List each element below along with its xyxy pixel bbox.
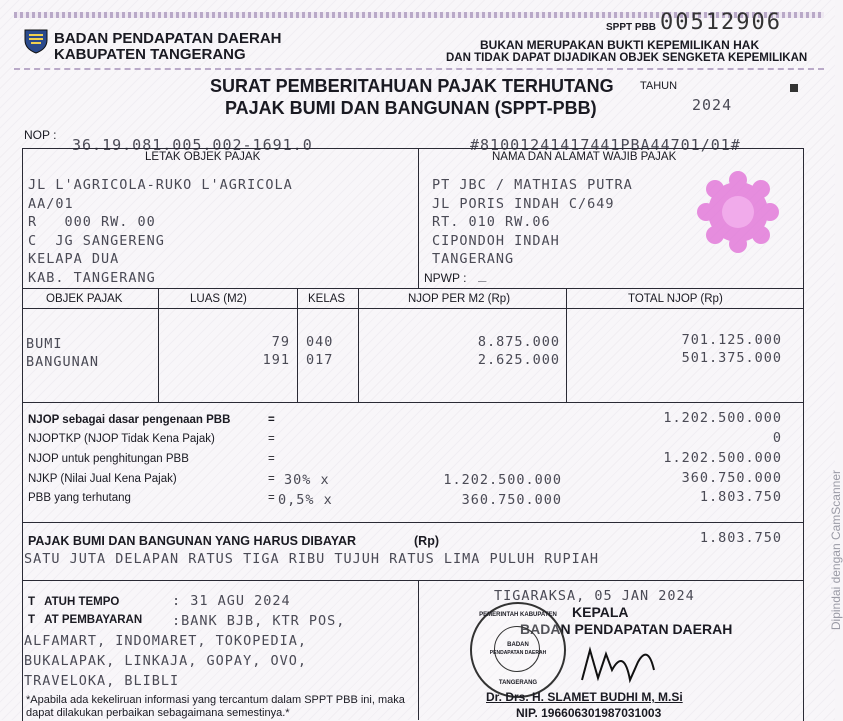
payable-terbilang: SATU JUTA DELAPAN RATUS TIGA RIBU TUJUH RATUS LIMA PULUH RUPIAH bbox=[24, 551, 600, 567]
njop-hitung-value: 1.202.500.000 bbox=[663, 450, 782, 466]
pbb-value: 1.803.750 bbox=[699, 489, 782, 505]
row-kelas: 017 bbox=[306, 352, 334, 368]
pbb-base: 360.750.000 bbox=[461, 492, 562, 508]
njkp-label: NJKP (Nilai Jual Kena Pajak) bbox=[28, 473, 177, 485]
scanner-watermark: Dipindai dengan CamScanner bbox=[829, 470, 843, 631]
row-luas: 191 bbox=[262, 352, 290, 368]
npwp-value: _ bbox=[478, 266, 488, 282]
jatuh-tempo-label: T ATUH TEMPO bbox=[28, 596, 120, 608]
col-divider bbox=[158, 288, 159, 402]
header-divider bbox=[14, 68, 824, 70]
badan-label: BADAN PENDAPATAN DAERAH bbox=[520, 621, 733, 637]
letak-line: KAB. TANGERANG bbox=[28, 269, 156, 286]
footer-note: *Apabila ada kekeliruan informasi yang tercantum dalam SPPT PBB ini, maka dapat dilakukan perbaikan sebagaimana semestinya.* bbox=[26, 694, 405, 719]
kabupaten-logo-icon bbox=[22, 26, 50, 54]
th-njop-m2: NJOP PER M2 (Rp) bbox=[408, 293, 511, 305]
letak-line: KELAPA DUA bbox=[28, 251, 120, 267]
stamp-center-1: BADAN bbox=[507, 642, 529, 648]
tahun-value: 2024 bbox=[692, 96, 733, 114]
document-title-1: SURAT PEMBERITAHUAN PAJAK TERHUTANG bbox=[210, 76, 614, 96]
stamp-center-2: PENDAPATAN DAERAH bbox=[489, 650, 547, 656]
wajib-pajak-line: RT. 010 RW.06 bbox=[432, 214, 551, 230]
njop-dasar-value: 1.202.500.000 bbox=[663, 410, 782, 426]
col-divider bbox=[566, 288, 567, 402]
pbb-pct: 0,5% x bbox=[278, 492, 333, 508]
disclaimer-line-2: DAN TIDAK DAPAT DIJADIKAN OBJEK SENGKETA KEPEMILIKAN bbox=[446, 52, 808, 64]
stamp-ring-top: PEMERINTAH KABUPATEN bbox=[479, 612, 557, 618]
eq-sign: = bbox=[268, 453, 275, 465]
njoptkp-value: 0 bbox=[772, 430, 782, 446]
jatuh-tempo-value: : 31 AGU 2024 bbox=[172, 593, 291, 609]
tempat-line: BUKALAPAK, LINKAJA, GOPAY, OVO, bbox=[24, 653, 307, 669]
nop-code: #81001241417441PBA44701/01# bbox=[470, 136, 741, 154]
official-name: Dr. Drs. H. SLAMET BUDHI M, M.Si bbox=[486, 690, 683, 704]
letak-line: JL L'AGRICOLA-RUKO L'AGRICOLA bbox=[28, 177, 293, 193]
th-objek: OBJEK PAJAK bbox=[46, 293, 123, 305]
letak-lines bbox=[28, 176, 293, 287]
pbb-label: PBB yang terhutang bbox=[28, 492, 131, 504]
agency-line-2: KABUPATEN TANGERANG bbox=[54, 46, 246, 63]
tempat-label: T AT PEMBAYARAN bbox=[28, 614, 143, 626]
footer-divider bbox=[418, 580, 419, 720]
wajib-pajak-line: TANGERANG bbox=[432, 251, 515, 267]
wajib-pajak-header: NAMA DAN ALAMAT WAJIB PAJAK bbox=[492, 151, 677, 163]
eq-sign: = bbox=[268, 492, 275, 504]
njop-dasar-label: NJOP sebagai dasar pengenaan PBB bbox=[28, 414, 231, 426]
tempat-line: :BANK BJB, KTR POS, bbox=[172, 613, 346, 629]
eq-sign: = bbox=[268, 414, 275, 426]
sppt-number: 00512906 bbox=[660, 10, 782, 35]
row-total: 501.375.000 bbox=[681, 350, 782, 366]
th-kelas: KELAS bbox=[308, 293, 346, 305]
row-objek: BUMI bbox=[26, 336, 63, 352]
stamp-inner-ring bbox=[494, 626, 540, 672]
tempat-line: TRAVELOKA, BLIBLI bbox=[24, 673, 180, 689]
table-bottom-line bbox=[22, 402, 803, 403]
payable-label: PAJAK BUMI DAN BANGUNAN YANG HARUS DIBAYAR bbox=[28, 534, 357, 548]
npwp-label: NPWP : bbox=[424, 271, 467, 285]
wajib-pajak-line: PT JBC / MATHIAS PUTRA bbox=[432, 177, 633, 193]
njkp-base: 1.202.500.000 bbox=[443, 472, 562, 488]
address-divider bbox=[418, 148, 419, 288]
footer-top-line bbox=[22, 580, 803, 581]
table-header-line bbox=[22, 308, 803, 309]
njkp-pct: 30% x bbox=[284, 472, 330, 488]
eq-sign: = bbox=[268, 433, 275, 445]
tempat-line: ALFAMART, INDOMARET, TOKOPEDIA, bbox=[24, 633, 307, 649]
nop-label: NOP : bbox=[24, 128, 57, 142]
sppt-label: SPPT PBB bbox=[606, 22, 657, 33]
row-total: 701.125.000 bbox=[681, 332, 782, 348]
tahun-label: TAHUN bbox=[640, 80, 678, 92]
row-kelas: 040 bbox=[306, 334, 334, 350]
payable-top-line bbox=[22, 522, 803, 523]
pink-seal-icon bbox=[692, 166, 784, 258]
stamp-ring-bottom: TANGERANG bbox=[498, 680, 538, 686]
row-njop-m2: 2.625.000 bbox=[477, 352, 560, 368]
agency-line-1: BADAN PENDAPATAN DAERAH bbox=[54, 30, 282, 47]
row-luas: 79 bbox=[271, 334, 290, 350]
table-top-line bbox=[22, 288, 803, 289]
payable-unit: (Rp) bbox=[414, 534, 439, 548]
wajib-pajak-line: CIPONDOH INDAH bbox=[432, 232, 560, 249]
kepala-label: KEPALA bbox=[572, 604, 629, 620]
col-divider bbox=[358, 288, 359, 402]
letak-header: LETAK OBJEK PAJAK bbox=[145, 151, 261, 163]
corner-square bbox=[790, 84, 798, 92]
njop-hitung-label: NJOP untuk penghitungan PBB bbox=[28, 453, 189, 465]
njkp-value: 360.750.000 bbox=[681, 470, 782, 486]
letak-line: R 000 RW. 00 bbox=[28, 214, 156, 230]
wajib-pajak-line: JL PORIS INDAH C/649 bbox=[432, 195, 615, 212]
document-title-2: PAJAK BUMI DAN BANGUNAN (SPPT-PBB) bbox=[225, 98, 597, 118]
row-njop-m2: 8.875.000 bbox=[477, 334, 560, 350]
col-divider bbox=[297, 288, 298, 402]
official-nip: NIP. 196606301987031003 bbox=[516, 706, 662, 720]
signature-icon bbox=[578, 640, 658, 690]
wajib-pajak-lines bbox=[432, 176, 633, 269]
place-date: TIGARAKSA, 05 JAN 2024 bbox=[494, 588, 695, 604]
njoptkp-label: NJOPTKP (NJOP Tidak Kena Pajak) bbox=[28, 433, 215, 445]
letak-line: C JG SANGERENG bbox=[28, 232, 165, 249]
payable-value: 1.803.750 bbox=[699, 530, 782, 546]
official-stamp bbox=[470, 602, 566, 698]
disclaimer-line-1: BUKAN MERUPAKAN BUKTI KEPEMILIKAN HAK bbox=[480, 38, 760, 52]
letak-line: AA/01 bbox=[28, 195, 74, 212]
row-objek: BANGUNAN bbox=[26, 354, 100, 370]
th-total: TOTAL NJOP (Rp) bbox=[628, 293, 723, 305]
nop-value: 36.19.081.005.002-1691.0 bbox=[72, 136, 313, 154]
eq-sign: = bbox=[268, 473, 275, 485]
th-luas: LUAS (M2) bbox=[190, 293, 247, 305]
